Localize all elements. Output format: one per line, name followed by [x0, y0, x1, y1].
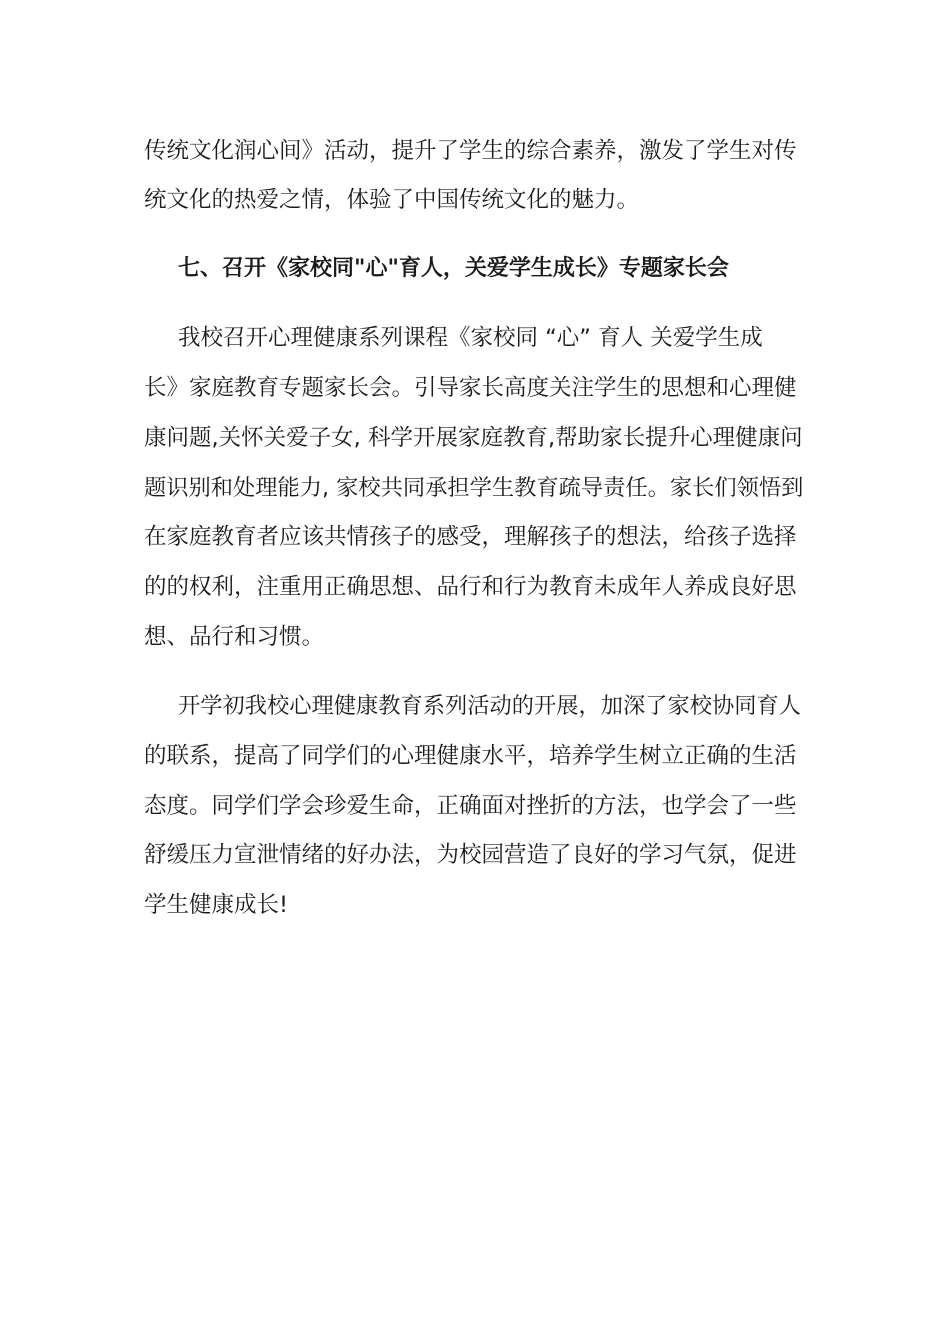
paragraph-line: 传统文化润心间》活动，提升了学生的综合素养，激发了学生对传 [144, 138, 797, 164]
paragraph-line: 的联系，提高了同学们的心理健康水平，培养学生树立正确的生活 [144, 743, 797, 769]
paragraph-line: 康问题,关怀关爱子女, 科学开展家庭教育,帮助家长提升心理健康问 [144, 425, 803, 451]
paragraph-line: 态度。同学们学会珍爱生命，正确面对挫折的方法，也学会了一些 [144, 793, 797, 819]
section-heading: 七、召开《家校同"心"育人，关爱学生成长》专题家长会 [178, 256, 729, 281]
paragraph-line: 在家庭教育者应该共情孩子的感受，理解孩子的想法，给孩子选择 [144, 524, 797, 550]
paragraph-line: 我校召开心理健康系列课程《家校同 “心” 育人 关爱学生成 [178, 325, 763, 351]
paragraph-line: 开学初我校心理健康教育系列活动的开展，加深了家校协同育人 [178, 693, 801, 719]
paragraph-line: 想、品行和习惯。 [144, 624, 325, 650]
paragraph-line: 统文化的热爱之情，体验了中国传统文化的魅力。 [144, 187, 640, 213]
paragraph-line: 的的权利，注重用正确思想、品行和行为教育未成年人养成良好思 [144, 574, 797, 600]
paragraph-line: 题识别和处理能力, 家校共同承担学生教育疏导责任。家长们领悟到 [144, 475, 804, 501]
paragraph-line: 学生健康成长! [144, 892, 289, 918]
paragraph-line: 长》家庭教育专题家长会。引导家长高度关注学生的思想和心理健 [144, 375, 797, 401]
paragraph-line: 舒缓压力宣泄情绪的好办法，为校园营造了良好的学习气氛，促进 [144, 842, 797, 868]
